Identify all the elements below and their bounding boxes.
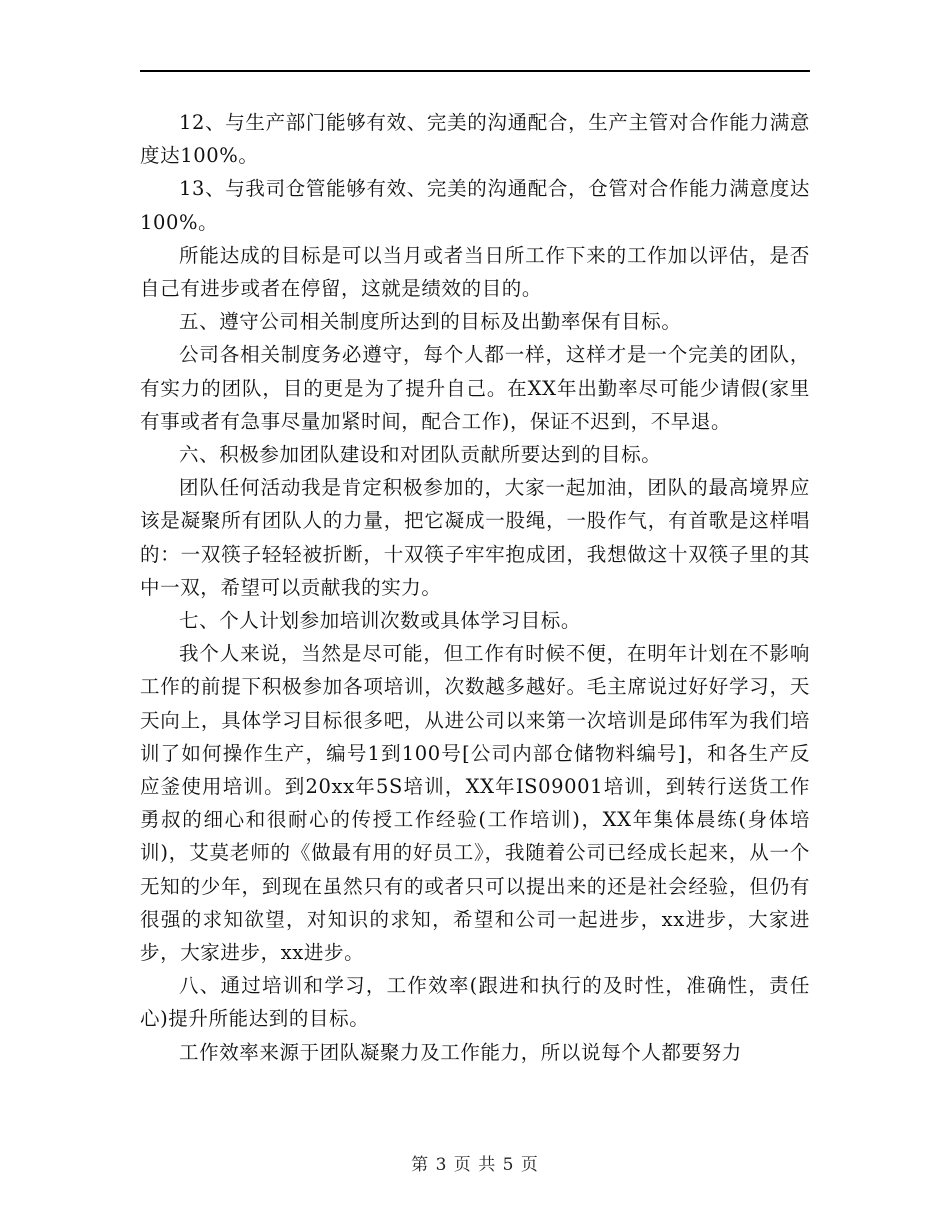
section-heading: 七、个人计划参加培训次数或具体学习目标。 <box>179 609 582 633</box>
header-rule <box>140 70 810 72</box>
paragraph: 13、与我司仓管能够有效、完美的沟通配合，仓管对合作能力满意度达100%。 <box>140 177 810 234</box>
paragraph: 团队任何活动我是肯定积极参加的，大家一起加油，团队的最高境界应该是凝聚所有团队人的力量，把它凝成一股绳，一股作气，有首歌是这样唱的：一双筷子轻轻被折断，十双筷子牢牢抱成团，我想做这十双筷子里的其中一双，希望可以贡献我的实力。 <box>140 476 810 599</box>
section-heading: 五、遵守公司相关制度所达到的目标及出勤率保有目标。 <box>179 310 682 334</box>
page-number-footer: 第 3 页 共 5 页 <box>411 1155 539 1175</box>
paragraph: 工作效率来源于团队凝聚力及工作能力，所以说每个人都要努力 <box>179 1040 742 1064</box>
paragraph: 公司各相关制度务必遵守，每个人都一样，这样才是一个完美的团队，有实力的团队，目的更是为了提升自己。在XX年出勤率尽可能少请假(家里有事或者有急事尽量加紧时间，配合工作)，保证不迟到，不早退。 <box>140 343 810 433</box>
paragraph: 所能达成的目标是可以当月或者当日所工作下来的工作加以评估，是否自己有进步或者在停留，这就是绩效的目的。 <box>140 243 810 301</box>
section-heading: 八、通过培训和学习，工作效率(跟进和执行的及时性，准确性，责任心)提升所能达到的目标。 <box>140 974 810 1031</box>
paragraph: 我个人来说，当然是尽可能，但工作有时候不便，在明年计划在不影响工作的前提下积极参加各项培训，次数越多越好。毛主席说过好好学习，天天向上，具体学习目标很多吧，从进公司以来第一次培训是邱伟军为我们培训了如何操作生产，编号1到100号[公司内部仓储物料编号]，和各生产反应釜使用培训。到20xx年5S培训，XX年IS09001培训，到转行送货工作勇叔的细心和很耐心的传授工作经验(工作培训)，XX年集体晨练(身体培训)，艾莫老师的《做最有用的好员工》，我随着公司已经成长起来，从一个无知的少年，到现在虽然只有的或者只可以提出来的还是社会经验，但仍有很强的求知欲望，对知识的求知，希望和公司一起进步，xx进步，大家进步，大家进步，xx进步。 <box>140 642 810 965</box>
document-body <box>140 106 810 1069</box>
paragraph: 12、与生产部门能够有效、完美的沟通配合，生产主管对合作能力满意度达100%。 <box>140 111 810 168</box>
section-heading: 六、积极参加团队建设和对团队贡献所要达到的目标。 <box>179 443 662 467</box>
